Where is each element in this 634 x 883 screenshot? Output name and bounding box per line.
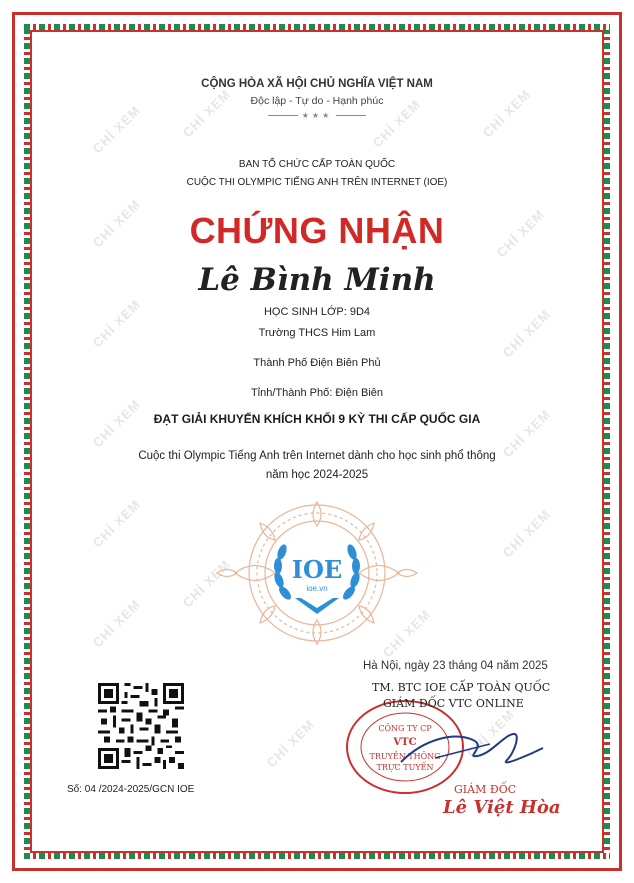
national-motto: Độc lập - Tự do - Hạnh phúc (250, 95, 384, 107)
ioe-logo-text: IOE (291, 555, 343, 584)
watermark: CHỈ XEM (463, 706, 518, 761)
watermark: CHỈ XEM (89, 396, 144, 451)
watermark: CHỈ XEM (89, 496, 144, 551)
organizer-line-1: BAN TỔ CHỨC CẤP TOÀN QUỐC (238, 159, 396, 170)
signatory-line-1: TM. BTC IOE CẤP TOÀN QUỐC (372, 681, 551, 694)
watermark: CHỈ XEM (263, 716, 318, 771)
organizer-line-2: CUỘC THI OLYMPIC TIẾNG ANH TRÊN INTERNET (IOE) (186, 177, 448, 188)
director-title: GIÁM ĐỐC (454, 783, 517, 796)
watermark: CHỈ XEM (89, 596, 144, 651)
watermark: CHỈ XEM (379, 606, 434, 661)
province-name: Tỉnh/Thành Phố: Điện Biên (250, 387, 384, 399)
qr-code[interactable] (98, 683, 184, 769)
signatory-line-2: GIÁM ĐỐC VTC ONLINE (383, 697, 524, 710)
handwritten-signature (395, 718, 545, 778)
contest-description-line-2: năm học 2024-2025 (265, 469, 369, 481)
watermark: CHỈ XEM (89, 196, 144, 251)
watermark: CHỈ XEM (499, 506, 554, 561)
watermark: CHỈ XEM (499, 406, 554, 461)
certificate-serial-number: Số: 04 /2024-2025/GCN IOE (67, 784, 195, 795)
star-divider: ★★★ (0, 111, 634, 120)
city-name: Thành Phố Điện Biên Phủ (253, 357, 381, 369)
watermark: CHỈ XEM (369, 96, 424, 151)
certificate-title: CHỨNG NHẬN (189, 210, 445, 251)
republic-heading: CỘNG HÒA XÃ HỘI CHỦ NGHĨA VIỆT NAM (201, 78, 433, 90)
director-name: Lê Việt Hòa (443, 797, 561, 818)
ioe-logo-subtext: ioe.vn (306, 584, 328, 593)
stamp-text-3: TRUYỀN THÔNG (369, 752, 441, 761)
student-class: HỌC SINH LỚP: 9D4 (263, 306, 370, 318)
award-statement: ĐẠT GIẢI KHUYẾN KHÍCH KHỐI 9 KỲ THI CẤP QUỐC GIA (153, 412, 481, 426)
contest-description-line-1: Cuộc thi Olympic Tiếng Anh trên Internet dành cho học sinh phổ thông (138, 450, 496, 462)
stamp-text-4: TRỰC TUYẾN (376, 763, 434, 772)
issue-date: Hà Nội, ngày 23 tháng 04 năm 2025 (363, 660, 548, 672)
stamp-text-2: VTC (393, 737, 417, 748)
watermark: CHỈ XEM (493, 206, 548, 261)
watermark: CHỈ XEM (179, 556, 234, 611)
recipient-name: Lê Bình Minh (198, 262, 436, 298)
watermark: CHỈ XEM (89, 102, 144, 157)
watermark: CHỈ XEM (499, 306, 554, 361)
watermark: CHỈ XEM (89, 296, 144, 351)
watermark: CHỈ XEM (179, 86, 234, 141)
school-name: Trường THCS Him Lam (258, 327, 376, 339)
watermark: CHỈ XEM (479, 86, 534, 141)
ioe-emblem (215, 498, 419, 648)
stamp-text-1: CÔNG TY CP (378, 724, 432, 733)
